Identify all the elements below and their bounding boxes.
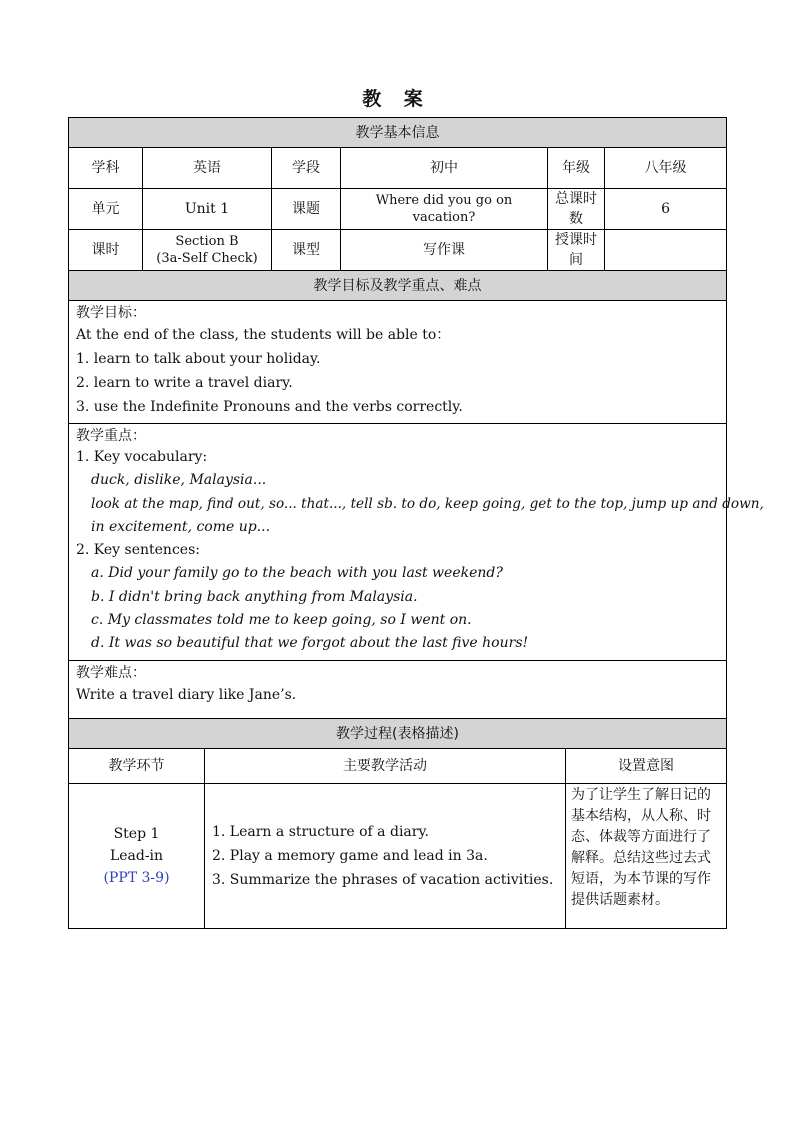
activity-item: 2. Play a memory game and lead in 3a. (212, 848, 488, 864)
period-value (143, 230, 272, 271)
goal-line: 1. learn to talk about your holiday. (76, 351, 321, 367)
basic-info-header: 教学基本信息 (69, 118, 727, 148)
time-label: 授课时间 (548, 230, 605, 271)
time-value (605, 230, 727, 271)
type-value: 写作课 (341, 230, 548, 271)
goals-heading: 教学目标： (76, 305, 146, 321)
stage-value: 初中 (341, 148, 548, 189)
total-hours-value: 6 (605, 189, 727, 230)
sentence-line: c. My classmates told me to keep going, so I went on. (91, 612, 472, 629)
step-cell (69, 784, 205, 929)
sentence-line: b. I didn't bring back anything from Malaysia. (91, 588, 418, 605)
difficulty-text: Write a travel diary like Jane’s. (76, 686, 297, 703)
activity-item: 3. Summarize the phrases of vacation activities. (212, 872, 554, 888)
process-header: 教学过程(表格描述) (69, 719, 727, 749)
intent-cell: 为了让学生了解日记的基本结构，从人称、时态、体裁等方面进行了解释。总结这些过去式短语，为本节课的写作提供话题素材。 (566, 784, 727, 929)
type-label: 课型 (272, 230, 341, 271)
activity-item: 1. Learn a structure of a diary. (212, 824, 429, 840)
key-points-heading: 教学重点： (76, 428, 146, 444)
vocab-line: duck, dislike, Malaysia... (91, 472, 267, 489)
col-activity-header: 主要教学活动 (205, 749, 566, 784)
goal-line: 2. learn to write a travel diary. (76, 375, 293, 391)
sentence-line: a. Did your family go to the beach with you last weekend? (91, 565, 503, 582)
vocab-heading: 1. Key vocabulary: (76, 449, 208, 465)
grade-value: 八年级 (605, 148, 727, 189)
step-name: Lead-in (109, 848, 164, 864)
step-ppt-ref: (PPT 3-9) (103, 870, 170, 886)
grade-label: 年级 (548, 148, 605, 189)
difficulty-heading: 教学难点： (76, 664, 146, 681)
topic-value: Where did you go on vacation? (341, 189, 548, 230)
vocab-line: look at the map, find out, so... that..., tell sb. to do, keep going, get to the top, jump up and down, (91, 495, 764, 512)
unit-value: Unit 1 (143, 189, 272, 230)
objectives-header: 教学目标及教学重点、难点 (69, 271, 727, 301)
process-table (68, 718, 727, 929)
goal-line: 3. use the Indefinite Pronouns and the verbs correctly. (76, 399, 463, 415)
goals-cell (69, 301, 727, 424)
subject-label: 学科 (69, 148, 143, 189)
sentences-heading: 2. Key sentences: (76, 542, 200, 559)
period-label: 课时 (69, 230, 143, 271)
col-intent-header: 设置意图 (566, 749, 727, 784)
sentence-line: d. It was so beautiful that we forgot about the last five hours! (91, 635, 529, 652)
goal-line: At the end of the class, the students will be able to： (76, 327, 451, 343)
lesson-plan-table (68, 117, 764, 728)
total-hours-label: 总课时数 (548, 189, 605, 230)
step-number: Step 1 (113, 826, 160, 842)
stage-label: 学段 (272, 148, 341, 189)
period-line-2: (3a-Self Check) (156, 251, 258, 266)
key-points-cell (69, 424, 764, 661)
topic-label: 课题 (272, 189, 341, 230)
document-title: 教 案 (362, 88, 431, 110)
period-line-1: Section B (175, 234, 239, 249)
subject-value: 英语 (143, 148, 272, 189)
unit-label: 单元 (69, 189, 143, 230)
activities-cell (205, 784, 566, 929)
col-stage-header: 教学环节 (69, 749, 205, 784)
vocab-line: in excitement, come up... (91, 518, 271, 535)
